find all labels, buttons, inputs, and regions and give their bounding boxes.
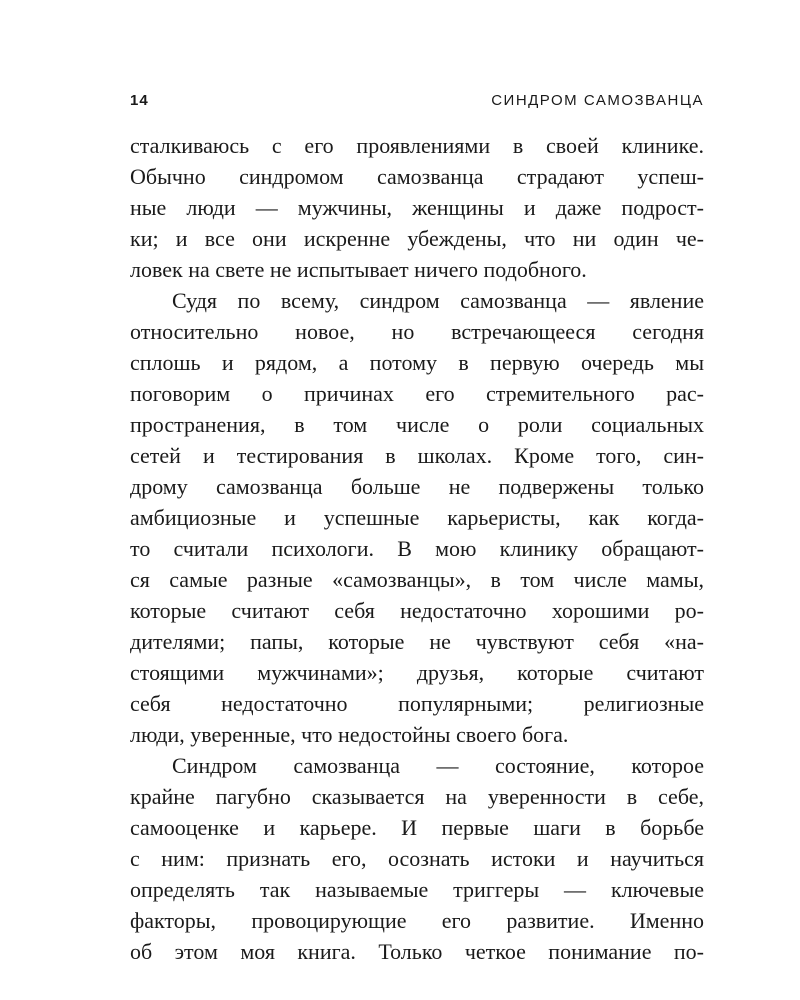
text-line: относительно новое, но встречающееся сегодня — [130, 319, 704, 344]
text-line: об этом моя книга. Только четкое понимание по- — [130, 939, 704, 964]
text-line: поговорим о причинах его стремительного рас- — [130, 381, 704, 406]
running-title: СИНДРОМ САМОЗВАНЦА — [491, 92, 704, 109]
text-line: с ним: признать его, осознать истоки и научиться — [130, 846, 704, 871]
text-line: определять так называемые триггеры — ключевые — [130, 877, 704, 902]
text-line: самооценке и карьере. И первые шаги в борьбе — [130, 815, 704, 840]
text-line: ные люди — мужчины, женщины и даже подрост- — [130, 195, 704, 220]
text-line: ловек на свете не испытывает ничего подобного. — [130, 257, 587, 282]
text-line: ся самые разные «самозванцы», в том числе мамы, — [130, 567, 704, 592]
text-line: амбициозные и успешные карьеристы, как когда- — [130, 505, 704, 530]
text-line: дрому самозванца больше не подвержены только — [130, 474, 704, 499]
text-line: сплошь и рядом, а потому в первую очередь мы — [130, 350, 704, 375]
text-line: стоящими мужчинами»; друзья, которые считают — [130, 660, 704, 685]
text-line: которые считают себя недостаточно хорошими ро- — [130, 598, 704, 623]
text-line: сетей и тестирования в школах. Кроме того, син- — [130, 443, 704, 468]
text-line: крайне пагубно сказывается на уверенности в себе, — [130, 784, 704, 809]
text-line: Синдром самозванца — состояние, которое — [172, 753, 704, 778]
text-line: то считали психологи. В мою клинику обращают- — [130, 536, 704, 561]
text-line: себя недостаточно популярными; религиозные — [130, 691, 704, 716]
text-line: люди, уверенные, что недостойны своего бога. — [130, 722, 569, 747]
page-number: 14 — [130, 92, 149, 109]
text-line: ки; и все они искренне убеждены, что ни один че- — [130, 226, 704, 251]
page-header — [130, 88, 704, 112]
text-line: сталкиваюсь с его проявлениями в своей клинике. — [130, 133, 704, 158]
text-line: Судя по всему, синдром самозванца — явление — [172, 288, 704, 313]
paragraph — [130, 750, 704, 967]
text-line: дителями; папы, которые не чувствуют себя «на- — [130, 629, 704, 654]
body-text — [130, 130, 704, 967]
text-line: пространения, в том числе о роли социальных — [130, 412, 704, 437]
text-line: Обычно синдромом самозванца страдают успеш- — [130, 164, 704, 189]
paragraph — [130, 130, 704, 285]
paragraph — [130, 285, 704, 750]
text-line: факторы, провоцирующие его развитие. Именно — [130, 908, 704, 933]
